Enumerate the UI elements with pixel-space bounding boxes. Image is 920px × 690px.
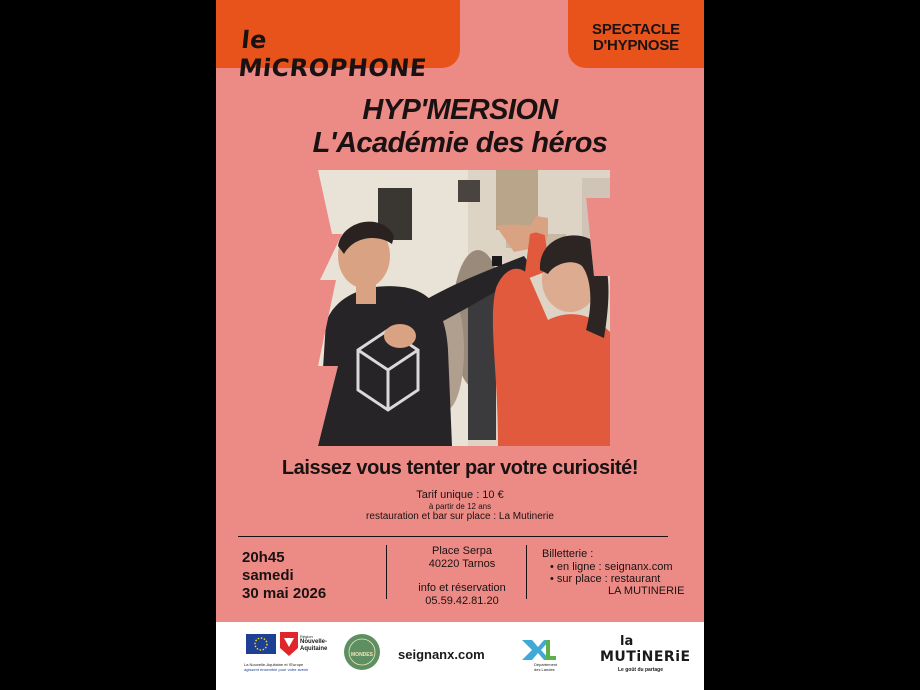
ticketing-restaurant: LA MUTINERIE [608,585,685,597]
badge-line-1: SPECTACLE [592,21,680,38]
seignanx-logo[interactable]: seignanx.com [398,647,485,662]
logo-tab [216,0,460,82]
eu-flag-icon [246,634,276,654]
ticketing-online[interactable]: • en ligne : seignanx.com [550,561,673,573]
region-shield-icon [280,632,298,656]
mutinerie-logo: MUTiNERiE [600,649,691,665]
mutinerie-logo-top: la [620,634,634,649]
landes-caption-1: Département [534,662,558,667]
event-day: samedi [242,567,294,584]
landes-xl-logo [520,638,556,660]
ticketing-onsite: • sur place : restaurant [550,573,661,585]
region-label-1: Région [300,634,313,639]
info-label: info et réservation [418,582,506,594]
ticketing-onsite-text: sur place : restaurant [556,573,661,585]
venue-city: 40220 Tarnos [428,558,496,570]
mutinerie-tagline: Le goût du partage [618,667,663,673]
price: Tarif unique : 10 € [416,489,504,501]
show-type-badge [568,0,704,68]
tagline: Laissez vous tenter par votre curiosité! [281,457,639,479]
venue-place: Place Serpa [432,545,492,557]
region-caption-2: agissent ensemble pour votre avenir [244,667,309,672]
event-time: 20h45 [242,549,285,566]
phone-number: 05.59.42.81.20 [425,595,499,607]
badge-line-2: D'HYPNOSE [593,37,679,54]
microphone-logo: le MiCROPHONE [237,26,429,82]
divider [238,536,668,537]
restaurant-info: restauration et bar sur place : La Mutinerie [366,511,554,522]
event-date: 30 mai 2026 [242,585,327,602]
xl-logo-text [532,638,533,639]
partner-footer [216,622,704,690]
age-limit: à partir de 12 ans [428,502,492,511]
landes-caption-2: des Landes [534,667,555,672]
region-caption-1: La Nouvelle-Aquitaine et l'Europe [244,662,304,667]
ticketing-online-text: en ligne : seignanx.com [556,561,673,573]
region-label-2: Nouvelle- [300,639,328,645]
hypnosis-photo [318,170,610,446]
show-subtitle: L'Académie des héros [312,127,608,159]
ticketing-title: Billetterie : [542,548,594,560]
region-label-3: Aquitaine [300,646,328,652]
column-divider-1 [386,545,387,599]
event-poster [216,0,704,690]
show-title: HYP'MERSION [362,94,558,126]
mondes-logo-text: MONDES [351,652,373,658]
